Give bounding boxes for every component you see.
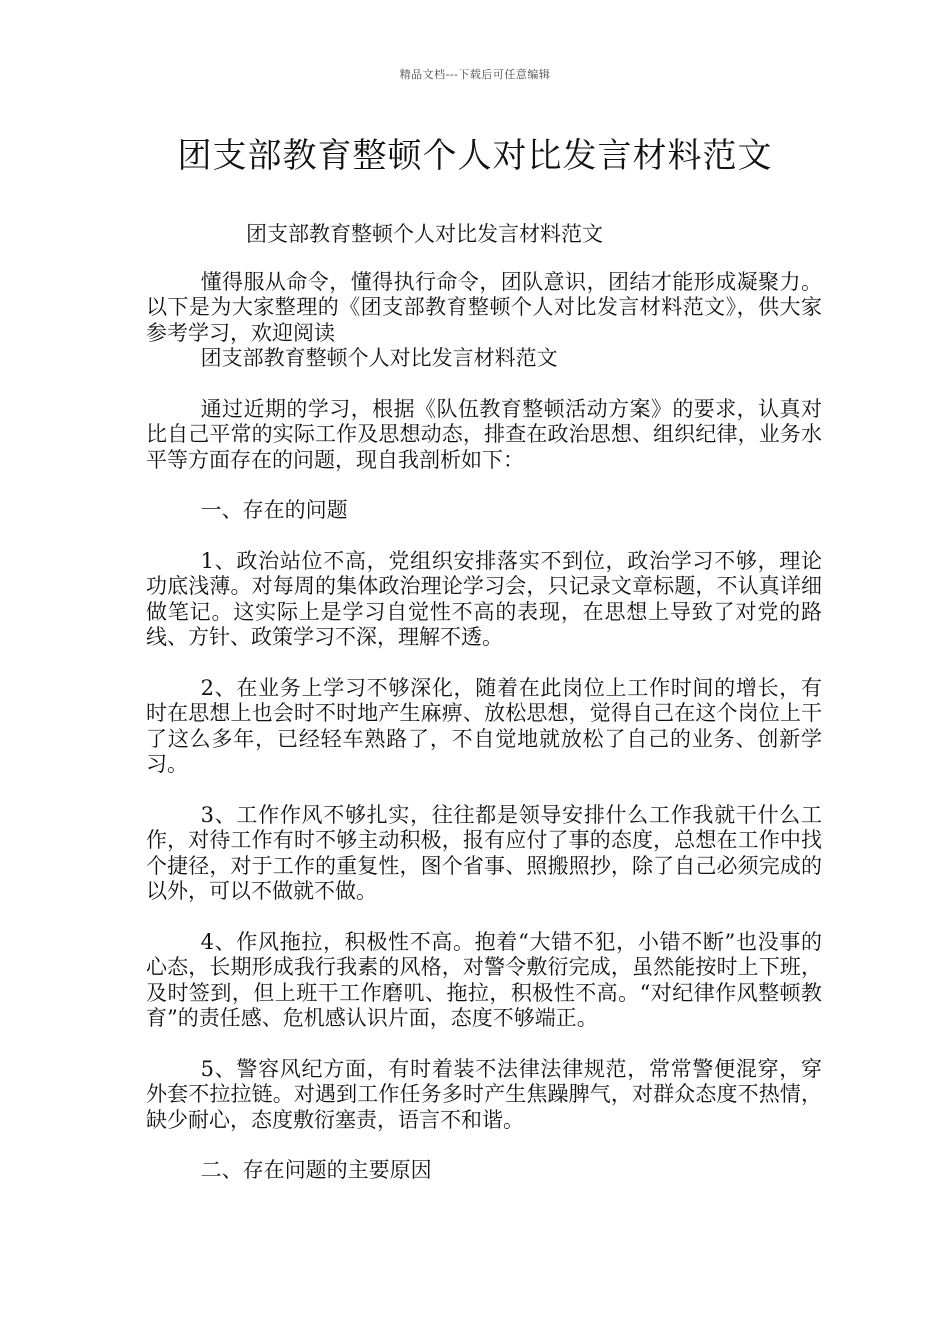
issue-item-1: 1、政治站位不高，党组织安排落实不到位，政治学习不够，理论功底浅薄。对每周的集体政治理论学习会，只记录文章标题，不认真详细做笔记。这实际上是学习自觉性不高的表现，在思想上导致了对党的路线、方针、政策学习不深，理解不透。 [146,548,822,649]
document-title: 团支部教育整顿个人对比发言材料范文 [177,136,773,176]
header-note: 精品文档---下载后可任意编辑 [399,68,551,81]
issue-item-4: 4、作风拖拉，积极性不高。抱着“大错不犯，小错不断”也没事的心态，长期形成我行我素的风格，对警令敷衍完成，虽然能按时上下班，及时签到，但上班干工作磨叽、拖拉，积极性不高。“对纪律作风整顿教育”的责任感、危机感认识片面，态度不够端正。 [146,929,822,1030]
section-1-heading: 一、存在的问题 [200,498,348,522]
issue-item-2: 2、在业务上学习不够深化，随着在此岗位上工作时间的增长，有时在思想上也会时不时地产生麻痹、放松思想，觉得自己在这个岗位上干了这么多年，已经轻车熟路了，不自觉地就放松了自己的业务、创新学习。 [146,675,822,776]
paragraph-1: 通过近期的学习，根据《队伍教育整顿活动方案》的要求，认真对比自己平常的实际工作及思想动态，排查在政治思想、组织纪律，业务水平等方面存在的问题，现自我剖析如下： [146,396,822,472]
section-2-heading: 二、存在问题的主要原因 [200,1158,432,1182]
issue-item-3: 3、工作作风不够扎实，往往都是领导安排什么工作我就干什么工作，对待工作有时不够主动积极，报有应付了事的态度，总想在工作中找个捷径，对于工作的重复性，图个省事、照搬照抄，除了自己必须完成的以外，可以不做就不做。 [146,802,822,903]
subtitle: 团支部教育整顿个人对比发言材料范文 [246,222,603,246]
issue-item-5: 5、警容风纪方面，有时着装不法律法律规范，常常警便混穿，穿外套不拉拉链。对遇到工作任务多时产生焦躁脾气，对群众态度不热情，缺少耐心，态度敷衍塞责，语言不和谐。 [146,1056,822,1132]
intro-title: 团支部教育整顿个人对比发言材料范文 [200,346,558,370]
intro-paragraph: 懂得服从命令，懂得执行命令，团队意识，团结才能形成凝聚力。以下是为大家整理的《团支部教育整顿个人对比发言材料范文》，供大家参考学习，欢迎阅读 [146,269,822,345]
document-body [146,222,822,1184]
